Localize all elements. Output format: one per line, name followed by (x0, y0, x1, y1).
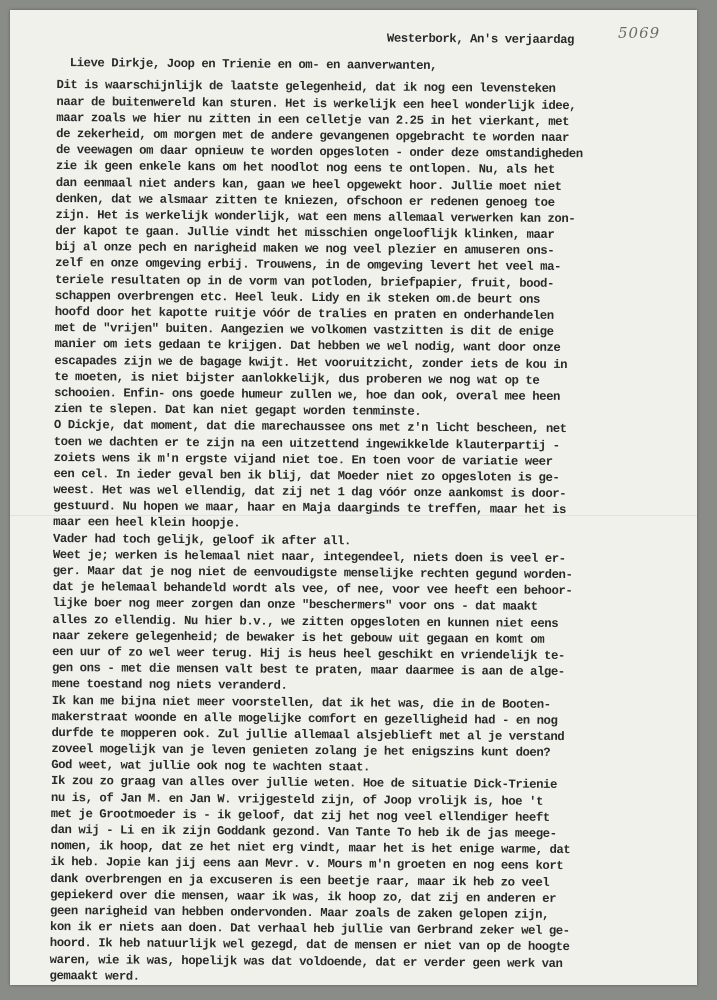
letter-place-date: Westerbork, An's verjaardag (386, 31, 575, 48)
letter-line: Ik kan me bijna niet meer voorstellen, dat ik het was, die in de Booten- (51, 693, 551, 712)
letter-line: dan wij - Li en ik zijn Goddank gezond. Van Tante To heb ik de jas meege- (50, 823, 557, 841)
letter-line: toen we dachten er te zijn na een uitzettend ingewikkelde klauterpartij - (53, 434, 560, 453)
letter-line: lijke boer nog meer zorgen dan onze "beschermers" voor ons - dat maakt (52, 596, 538, 615)
letter-line: zelf en onze omgeving erbij. Trouwens, in de omgeving levert het veel ma- (55, 256, 562, 275)
letter-line: mene toestand nog niets veranderd. (51, 677, 288, 694)
letter-line: weest. Het was wel ellendig, dat zij net 1 dag vóór onze aankomst is door- (53, 483, 567, 502)
letter-line: zijn. Het is werkelijk wonderlijk, wat een mens allemaal verwerken kan zon- (55, 207, 576, 226)
letter-body (49, 77, 696, 985)
letter-line: dat je helemaal behandeld wordt als vee, of nee, voor vee heeft een behoor- (52, 580, 573, 599)
letter-line: teriele resultaten op in de vorm van potloden, briefpapier, fruit, bood- (54, 272, 554, 291)
letter-line: naar de buitenwereld kan sturen. Het is werkelijk een heel wonderlijk idee, (56, 94, 577, 113)
letter-sheet (10, 10, 697, 985)
letter-line: gestuurd. Nu hopen we maar, haar en Maja daarginds te treffen, maar het is (53, 499, 567, 518)
letter-line: hoord. Ik heb natuurlijk wel gezegd, dat de mensen er niet van op de hoogte (49, 936, 570, 955)
letter-line: te moeten, is niet bijster aanlokkelijk, dus proberen we nog wat op te (54, 369, 540, 388)
letter-line: alles zo ellendig. Nu hier b.v., we zitten opgesloten en kunnen niet eens (52, 612, 559, 631)
letter-line: maar zoals we hier nu zitten in een celletje van 2.25 in het vierkant, met (56, 110, 570, 129)
letter-line: makerstraat woonde en alle mogelijke comfort en gezelligheid had - en nog (51, 709, 558, 728)
letter-line: schappen overbrengen etc. Heel leuk. Lidy en ik steken om.de beurt ons (54, 288, 540, 307)
letter-line: bij al onze pech en narigheid maken we nog veel plezier en amuseren ons- (55, 240, 555, 259)
letter-line: nu is, of Jan M. en Jan W. vrijgesteld zijn, of Joop vrolijk is, hoe 't (50, 790, 543, 809)
letter-line: O Dickje, dat moment, dat die marechaussee ons met z'n licht bescheen, net (53, 418, 567, 437)
letter-line: dank overbrengen en ja excuseren is een beetje raar, maar ik heb zo veel (50, 871, 550, 890)
letter-line: de zekerheid, om morgen met de andere gevangenen opgebracht te worden naar (56, 126, 569, 145)
letter-line: hoofd door het kapotte ruitje vóór de tralies en praten en onderhandelen (54, 305, 554, 323)
letter-line: denken, dat we alsmaar zitten te kniezen, ofschoon er redenen genoeg toe (55, 191, 555, 210)
letter-salutation: Lieve Dirkje, Joop en Trienie en om- en aanverwanten, (69, 56, 438, 74)
letter-line: kon ik er niets aan doen. Dat verhaal heb jullie van Gerbrand zeker wel ge- (49, 920, 570, 939)
letter-line: met de "vrijen" buiten. Aangezien we volkomen vastzitten is dit de enige (54, 321, 554, 340)
letter-line: ik heb. Jopie kan jij eens aan Mevr. v. Mours m'n groeten en nog eens kort (50, 855, 564, 874)
letter-line: Vader had toch gelijk, geloof ik after all. (52, 531, 352, 548)
letter-line: een cel. In ieder geval ben ik blij, dat Moeder niet zo opgesloten is ge- (53, 466, 560, 485)
letter-line: God weet, wat jullie ook nog te wachten staat. (51, 758, 371, 775)
letter-line: zoveel mogelijk van je leven genieten zolang je het enigszins kunt doen? (51, 742, 551, 760)
letter-line: Ik zou zo graag van alles over jullie weten. Hoe de situatie Dick-Trienie (51, 774, 557, 793)
letter-line: waren, wie ik was, hopelijk was dat voldoende, dat er verder geen werk van (49, 952, 563, 971)
letter-line: naar zekere gelegenheid; de bewaker is het gebouw uit gegaan en komt om (52, 628, 545, 647)
letter-line: zien te slepen. Dat kan niet gegapt worden tenminste. (53, 402, 422, 420)
letter-line: een uur of zo wel weer terug. Hij is heus heel geschikt en vriendelijk te- (52, 644, 565, 663)
letter-line: durfde te mopperen ook. Zul jullie allemaal alsjeblieft met al je verstand (51, 725, 565, 744)
letter-line: zie ik geen enkele kans om het noodlot nog eens te ontlopen. Nu, als het (55, 159, 555, 178)
letter-line: maar een heel klein hoopje. (53, 515, 241, 531)
letter-line: ger. Maar dat je nog niet de eenvoudigste menselijke rechten gegund worden- (52, 564, 573, 583)
letter-line: schooien. Enfin- ons goede humeur zullen we, hoe dan ook, overal mee heen (54, 385, 561, 404)
letter-line: gen ons - met die mensen valt best te praten, maar daarmee is aan de alge- (51, 661, 565, 680)
archive-number: 5069 (618, 24, 661, 42)
letter-line: met je Grootmoeder is - ik geloof, dat zij het nog veel ellendiger heeft (50, 806, 550, 825)
letter-line: nomen, ik hoop, dat ze het niet erg vindt, maar het is het enige warme, dat (50, 839, 571, 858)
letter-line: dan eenmaal niet anders kan, gaan we heel opgewekt hoor. Jullie moet niet (55, 175, 562, 194)
letter-line: gepiekerd over die mensen, waar ik was, ik hoop zo, dat zij en anderen er (50, 887, 557, 906)
letter-line: de veewagen om daar opnieuw te worden opgesloten - onder deze omstandigheden (55, 143, 583, 162)
letter-line: manier om iets gedaan te krijgen. Dat hebben we wel nodig, want door onze (54, 337, 561, 356)
letter-line: gemaakt werd. (49, 968, 140, 984)
letter-line: Weet je; werken is helemaal niet naar, integendeel, niets doen is veel er- (52, 547, 566, 566)
typed-letter (49, 28, 696, 985)
letter-line: der kapot te gaan. Jullie vindt het misschien ongelooflijk klinken, maar (55, 224, 555, 243)
letter-line: geen narigheid van hebben ondervonden. Maar zoals de zaken gelopen zijn, (50, 903, 550, 922)
letter-line: Dit is waarschijnlijk de laatste gelegenheid, dat ik nog een levensteken (56, 78, 556, 97)
letter-line: escapades zijn we de bagage kwijt. Het vooruitzicht, zonder iets de kou in (54, 353, 568, 372)
letter-line: zoiets wens ik m'n ergste vijand niet toe. En toen voor de variatie weer (53, 450, 553, 469)
